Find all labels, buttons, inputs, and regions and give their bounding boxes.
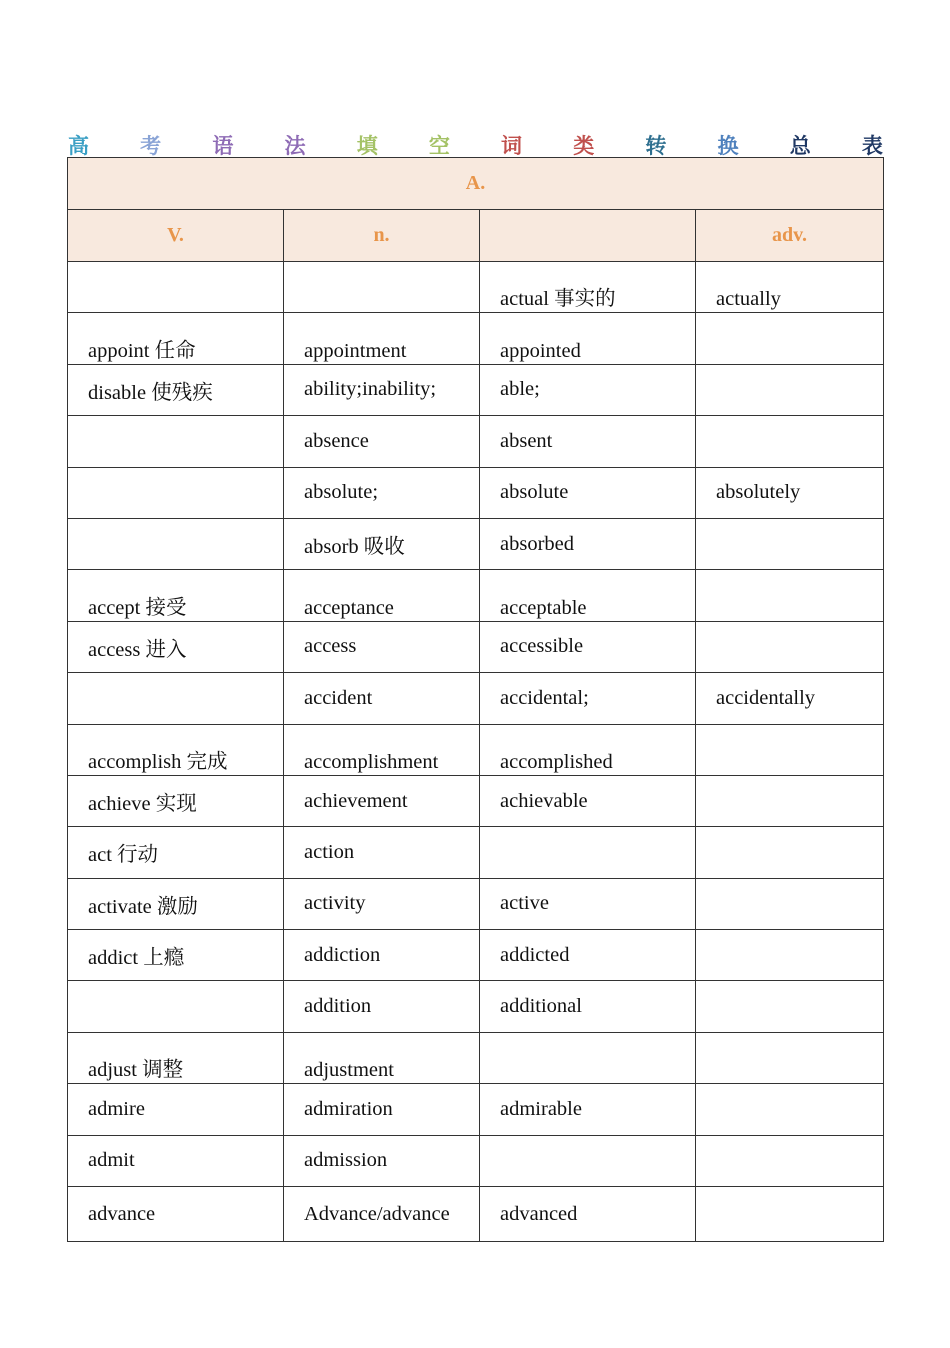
adjective-cell: active bbox=[480, 878, 696, 929]
noun-cell: addition bbox=[284, 981, 480, 1032]
noun-cell: admiration bbox=[284, 1084, 480, 1135]
table-row bbox=[68, 930, 884, 981]
adverb-cell bbox=[696, 416, 884, 467]
title-char: 换 bbox=[717, 134, 739, 158]
table-row bbox=[68, 570, 884, 621]
adjective-cell bbox=[480, 1135, 696, 1186]
adjective-cell: addicted bbox=[480, 930, 696, 981]
verb-cell bbox=[68, 518, 284, 569]
adjective-cell: additional bbox=[480, 981, 696, 1032]
adjective-cell: actual 事实的 bbox=[480, 262, 696, 313]
verb-cell bbox=[68, 673, 284, 724]
noun-cell: achievement bbox=[284, 775, 480, 826]
title-char: 类 bbox=[573, 134, 595, 158]
noun-cell: admission bbox=[284, 1135, 480, 1186]
table-row bbox=[68, 416, 884, 467]
noun-cell: absorb 吸收 bbox=[284, 518, 480, 569]
adjective-cell: accidental; bbox=[480, 673, 696, 724]
header-noun: n. bbox=[284, 210, 480, 262]
table-row bbox=[68, 467, 884, 518]
title-char: 转 bbox=[645, 134, 667, 158]
noun-cell: Advance/advance bbox=[284, 1187, 480, 1242]
adverb-cell bbox=[696, 930, 884, 981]
table-row bbox=[68, 827, 884, 878]
noun-cell: accomplishment bbox=[284, 724, 480, 775]
adverb-cell bbox=[696, 878, 884, 929]
verb-cell: access 进入 bbox=[68, 621, 284, 672]
noun-cell: addiction bbox=[284, 930, 480, 981]
header-verb: V. bbox=[68, 210, 284, 262]
table-row bbox=[68, 262, 884, 313]
title-char: 总 bbox=[789, 134, 811, 158]
noun-cell: activity bbox=[284, 878, 480, 929]
title-char: 表 bbox=[861, 134, 883, 158]
adjective-cell: absent bbox=[480, 416, 696, 467]
noun-cell: adjustment bbox=[284, 1032, 480, 1083]
adjective-cell: appointed bbox=[480, 313, 696, 364]
adjective-cell: achievable bbox=[480, 775, 696, 826]
verb-cell: appoint 任命 bbox=[68, 313, 284, 364]
table-row bbox=[68, 364, 884, 415]
table-row bbox=[68, 621, 884, 672]
adverb-cell: actually bbox=[696, 262, 884, 313]
verb-cell: achieve 实现 bbox=[68, 775, 284, 826]
title-char: 填 bbox=[356, 134, 378, 158]
noun-cell bbox=[284, 262, 480, 313]
adverb-cell bbox=[696, 518, 884, 569]
table-row bbox=[68, 1032, 884, 1083]
verb-cell: adjust 调整 bbox=[68, 1032, 284, 1083]
verb-cell bbox=[68, 467, 284, 518]
verb-cell: act 行动 bbox=[68, 827, 284, 878]
adjective-cell: advanced bbox=[480, 1187, 696, 1242]
table-row bbox=[68, 313, 884, 364]
adjective-cell bbox=[480, 1032, 696, 1083]
adverb-cell bbox=[696, 1187, 884, 1242]
adverb-cell bbox=[696, 570, 884, 621]
table-row bbox=[68, 1187, 884, 1242]
table-row bbox=[68, 1135, 884, 1186]
header-adjective bbox=[480, 210, 696, 262]
adverb-cell bbox=[696, 364, 884, 415]
adjective-cell: acceptable bbox=[480, 570, 696, 621]
adverb-cell bbox=[696, 827, 884, 878]
title-char: 空 bbox=[428, 134, 450, 158]
title-char: 法 bbox=[284, 134, 306, 158]
title-char: 语 bbox=[212, 134, 234, 158]
adjective-cell: able; bbox=[480, 364, 696, 415]
noun-cell: absence bbox=[284, 416, 480, 467]
table-row bbox=[68, 981, 884, 1032]
verb-cell: admit bbox=[68, 1135, 284, 1186]
word-class-table bbox=[67, 157, 884, 1242]
noun-cell: accident bbox=[284, 673, 480, 724]
table-row bbox=[68, 1084, 884, 1135]
adverb-cell bbox=[696, 1135, 884, 1186]
verb-cell bbox=[68, 262, 284, 313]
title-char: 高 bbox=[68, 134, 89, 158]
title-char: 考 bbox=[140, 134, 162, 158]
adverb-cell bbox=[696, 775, 884, 826]
adjective-cell: absorbed bbox=[480, 518, 696, 569]
verb-cell: accept 接受 bbox=[68, 570, 284, 621]
adverb-cell: absolutely bbox=[696, 467, 884, 518]
section-row bbox=[68, 158, 884, 210]
adverb-cell bbox=[696, 1084, 884, 1135]
noun-cell: action bbox=[284, 827, 480, 878]
verb-cell: disable 使残疾 bbox=[68, 364, 284, 415]
noun-cell: access bbox=[284, 621, 480, 672]
verb-cell: activate 激励 bbox=[68, 878, 284, 929]
table-row bbox=[68, 724, 884, 775]
verb-cell: accomplish 完成 bbox=[68, 724, 284, 775]
verb-cell: addict 上瘾 bbox=[68, 930, 284, 981]
adverb-cell bbox=[696, 1032, 884, 1083]
adverb-cell bbox=[696, 313, 884, 364]
noun-cell: acceptance bbox=[284, 570, 480, 621]
verb-cell: advance bbox=[68, 1187, 284, 1242]
header-row bbox=[68, 210, 884, 262]
verb-cell: admire bbox=[68, 1084, 284, 1135]
adverb-cell bbox=[696, 981, 884, 1032]
header-adverb: adv. bbox=[696, 210, 884, 262]
adjective-cell: absolute bbox=[480, 467, 696, 518]
adjective-cell bbox=[480, 827, 696, 878]
section-label: A. bbox=[68, 158, 884, 210]
noun-cell: appointment bbox=[284, 313, 480, 364]
adjective-cell: accomplished bbox=[480, 724, 696, 775]
adverb-cell bbox=[696, 621, 884, 672]
noun-cell: absolute; bbox=[284, 467, 480, 518]
table-row bbox=[68, 518, 884, 569]
adverb-cell bbox=[696, 724, 884, 775]
adjective-cell: accessible bbox=[480, 621, 696, 672]
verb-cell bbox=[68, 981, 284, 1032]
title-char: 词 bbox=[501, 134, 523, 158]
table-row bbox=[68, 673, 884, 724]
noun-cell: ability;inability; bbox=[284, 364, 480, 415]
table-row bbox=[68, 775, 884, 826]
adjective-cell: admirable bbox=[480, 1084, 696, 1135]
adverb-cell: accidentally bbox=[696, 673, 884, 724]
verb-cell bbox=[68, 416, 284, 467]
page-title bbox=[68, 130, 883, 160]
table-row bbox=[68, 878, 884, 929]
